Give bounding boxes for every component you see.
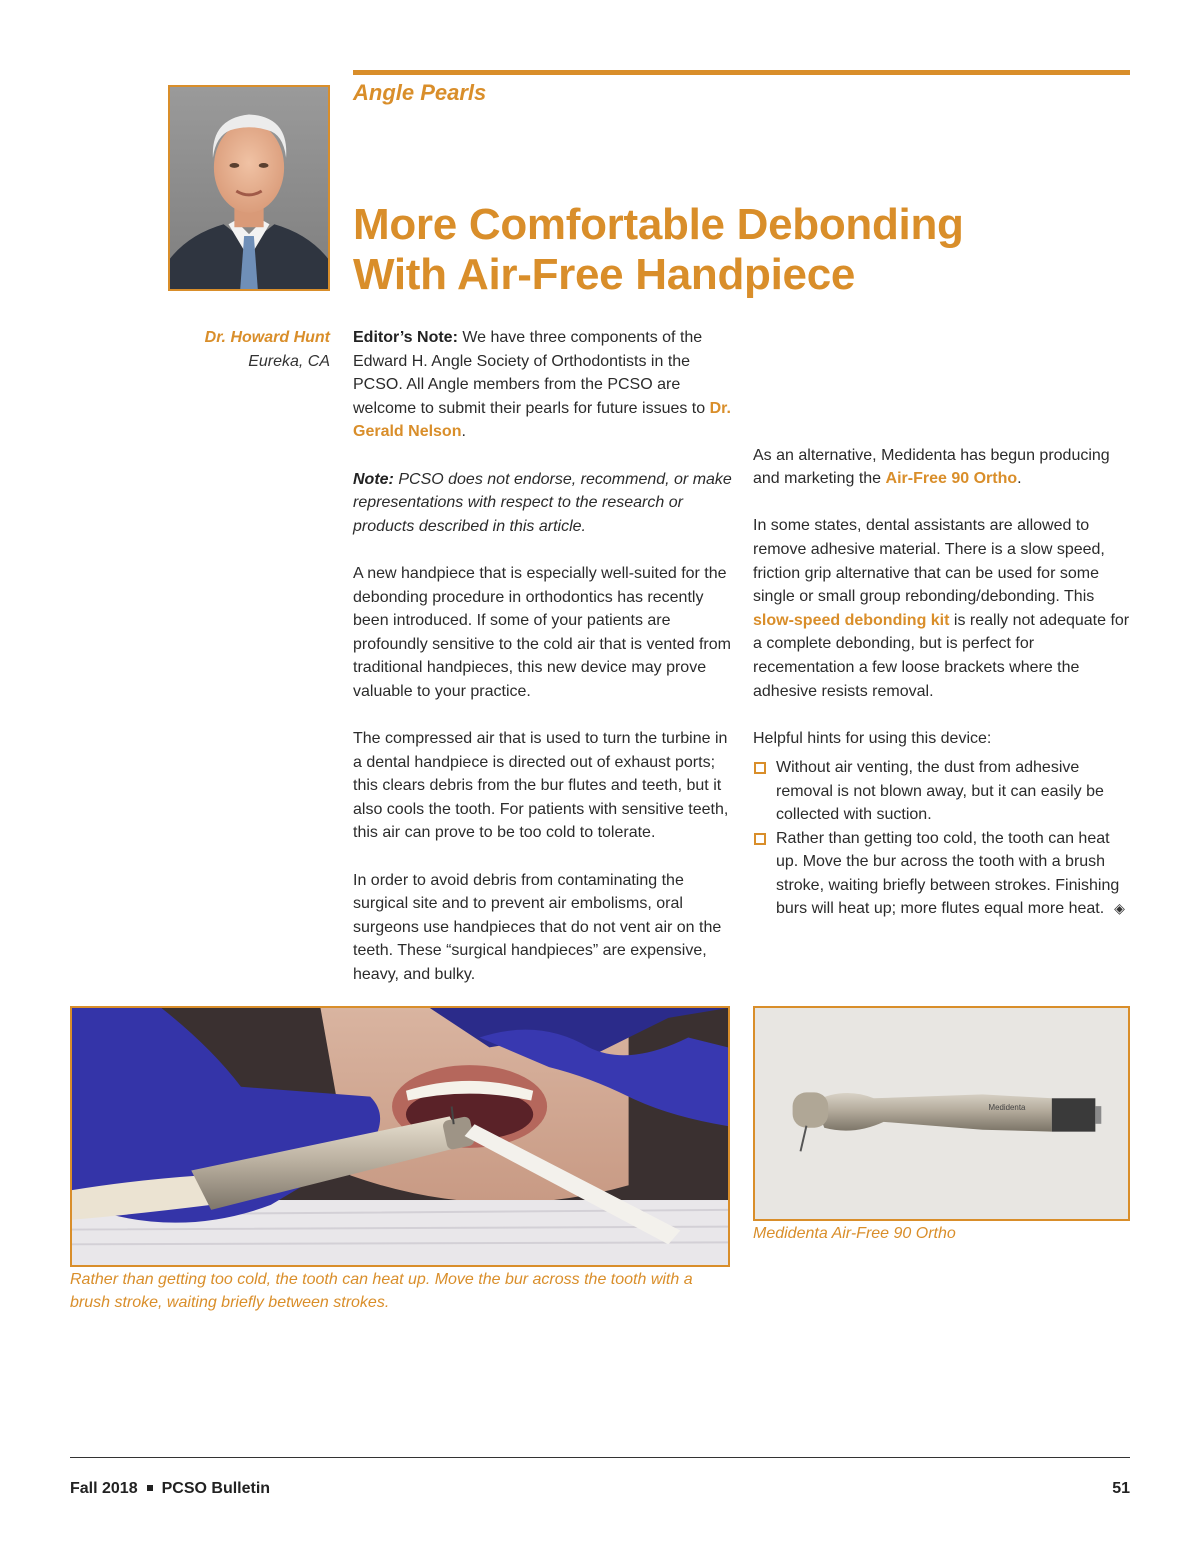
debonding-photo <box>70 1006 730 1267</box>
para5-end: is really not adequate for a complete debonding, but is perfect for recementation a few loose brackets where the adhesive resists removal. <box>753 611 1130 700</box>
headline-line-2: With Air-Free Handpiece <box>353 250 856 299</box>
editors-note <box>353 326 733 444</box>
hint-text: Rather than getting too cold, the tooth can heat up. Move the bur across the tooth with a brush stroke, waiting briefly between strokes. Finishing burs will heat up; more flutes equal more heat. <box>776 829 1120 918</box>
section-label: Angle Pearls <box>353 80 487 105</box>
disclaimer-note <box>353 468 733 539</box>
checkbox-bullet-icon <box>754 762 766 774</box>
page-number: 51 <box>1112 1480 1130 1497</box>
author-location: Eureka, CA <box>248 353 330 370</box>
editors-note-end: . <box>461 423 466 441</box>
debonding-kit-link[interactable]: slow-speed debonding kit <box>753 611 950 629</box>
para4-start: As an alternative, Medidenta has begun producing and marketing the <box>753 446 1110 488</box>
hint-item <box>753 756 1133 827</box>
paragraph-5 <box>753 514 1133 703</box>
footer-rule <box>70 1457 1130 1458</box>
end-of-article-icon: ◈ <box>1114 900 1125 917</box>
hint-text: Without air venting, the dust from adhesive removal is not blown away, but it can easily be collected with suction. <box>776 758 1104 824</box>
publication-name: PCSO Bulletin <box>161 1480 271 1497</box>
photo-2-caption: Medidenta Air-Free 90 Ortho <box>753 1225 956 1242</box>
paragraph-2: The compressed air that is used to turn the turbine in a dental handpiece is directed out of exhaust ports; this clears debris from the bur flutes and teeth, but it also cools the tooth. For patients with sensitive teeth, this air can prove to be too cold to tolerate. <box>353 730 729 842</box>
editors-note-label: Editor’s Note: <box>353 329 458 346</box>
editors-note-text: We have three components of the Edward H. Angle Society of Orthodontists in the PCSO. All Angle members from the PCSO are welcome to submit their pearls for future issues to <box>353 329 710 417</box>
article-column-left <box>353 326 733 1010</box>
hints-list <box>753 756 1133 921</box>
note-label: Note: <box>353 470 394 488</box>
footer-issue <box>70 1480 270 1498</box>
author-portrait <box>168 85 330 291</box>
separator-square-icon <box>147 1485 153 1491</box>
article-column-right <box>753 302 1133 921</box>
photo-1-caption: Rather than getting too cold, the tooth can heat up. Move the bur across the tooth with a brush stroke, waiting briefly between strokes. <box>70 1271 693 1311</box>
byline <box>160 326 330 374</box>
para5-start: In some states, dental assistants are allowed to remove adhesive material. There is a slow speed, friction grip alternative that can be used for some single or small group rebonding/debonding. This <box>753 517 1105 606</box>
author-name: Dr. Howard Hunt <box>204 329 330 346</box>
paragraph-1: A new handpiece that is especially well-suited for the debonding procedure in orthodontics has recently been introduced. If some of your patients are profoundly sensitive to the cold air that is vented from traditional handpieces, this new device may prove valuable to your practice. <box>353 564 731 700</box>
paragraph-3: In order to avoid debris from contaminating the surgical site and to prevent air embolisms, oral surgeons use handpieces that do not vent air on the teeth. These “surgical handpieces” are expensive, heavy, and bulky. <box>353 871 722 984</box>
article-headline <box>353 200 1093 300</box>
nelson-link[interactable]: Dr. Gerald Nelson <box>353 399 731 441</box>
paragraph-4 <box>753 444 1133 491</box>
checkbox-bullet-icon <box>754 833 766 845</box>
issue-date: Fall 2018 <box>70 1480 138 1497</box>
air-free-link[interactable]: Air-Free 90 Ortho <box>885 470 1018 488</box>
note-text: PCSO does not endorse, recommend, or make representations with respect to the research or products described in this article. <box>353 470 732 535</box>
hints-intro: Helpful hints for using this device: <box>753 729 992 747</box>
header-rule <box>353 70 1130 75</box>
headline-line-1: More Comfortable Debonding <box>353 200 964 249</box>
hint-item <box>753 827 1133 921</box>
para4-end: . <box>1017 470 1022 488</box>
handpiece-photo <box>753 1006 1130 1221</box>
handpiece-brand-label: Medidenta <box>988 1103 1026 1113</box>
